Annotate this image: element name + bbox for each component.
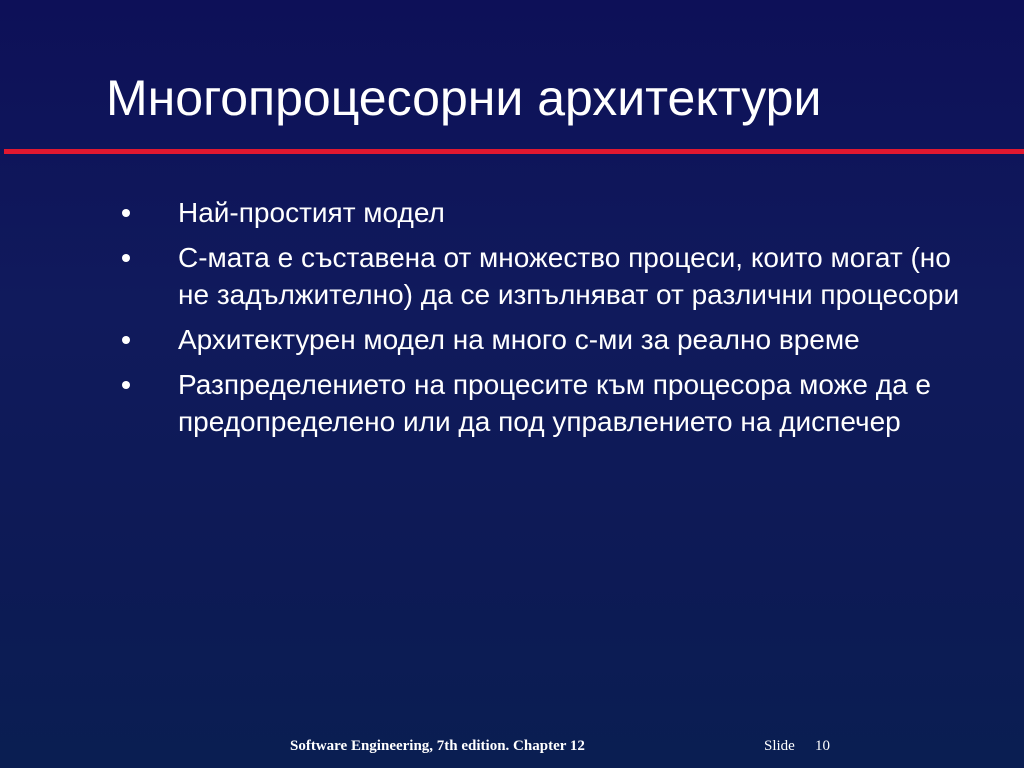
footer-slide-number: 10 <box>815 738 830 754</box>
bullet-item <box>122 366 982 440</box>
bullet-item <box>122 194 982 231</box>
bullet-dot-icon <box>122 254 130 262</box>
slide-title: Многопроцесорни архитектури <box>106 70 822 126</box>
bullet-list <box>122 194 982 448</box>
footer-slide-label: Slide <box>764 738 795 754</box>
bullet-text: С-мата е съставена от множество процеси, които могат (но не задължително) да се изпълняват от различни процесори <box>178 242 960 310</box>
footer-book-title: Software Engineering, 7th edition. Chapter 12 <box>290 738 585 754</box>
bullet-item <box>122 239 982 313</box>
bullet-text: Разпределението на процесите към процесора може да е предопределено или да под управлението на диспечер <box>178 369 931 437</box>
bullet-text: Архитектурен модел на много с-ми за реално време <box>178 324 860 355</box>
title-divider <box>4 149 1024 154</box>
bullet-text: Най-простият модел <box>178 197 445 228</box>
bullet-dot-icon <box>122 209 130 217</box>
bullet-item <box>122 321 982 358</box>
bullet-dot-icon <box>122 336 130 344</box>
bullet-dot-icon <box>122 381 130 389</box>
